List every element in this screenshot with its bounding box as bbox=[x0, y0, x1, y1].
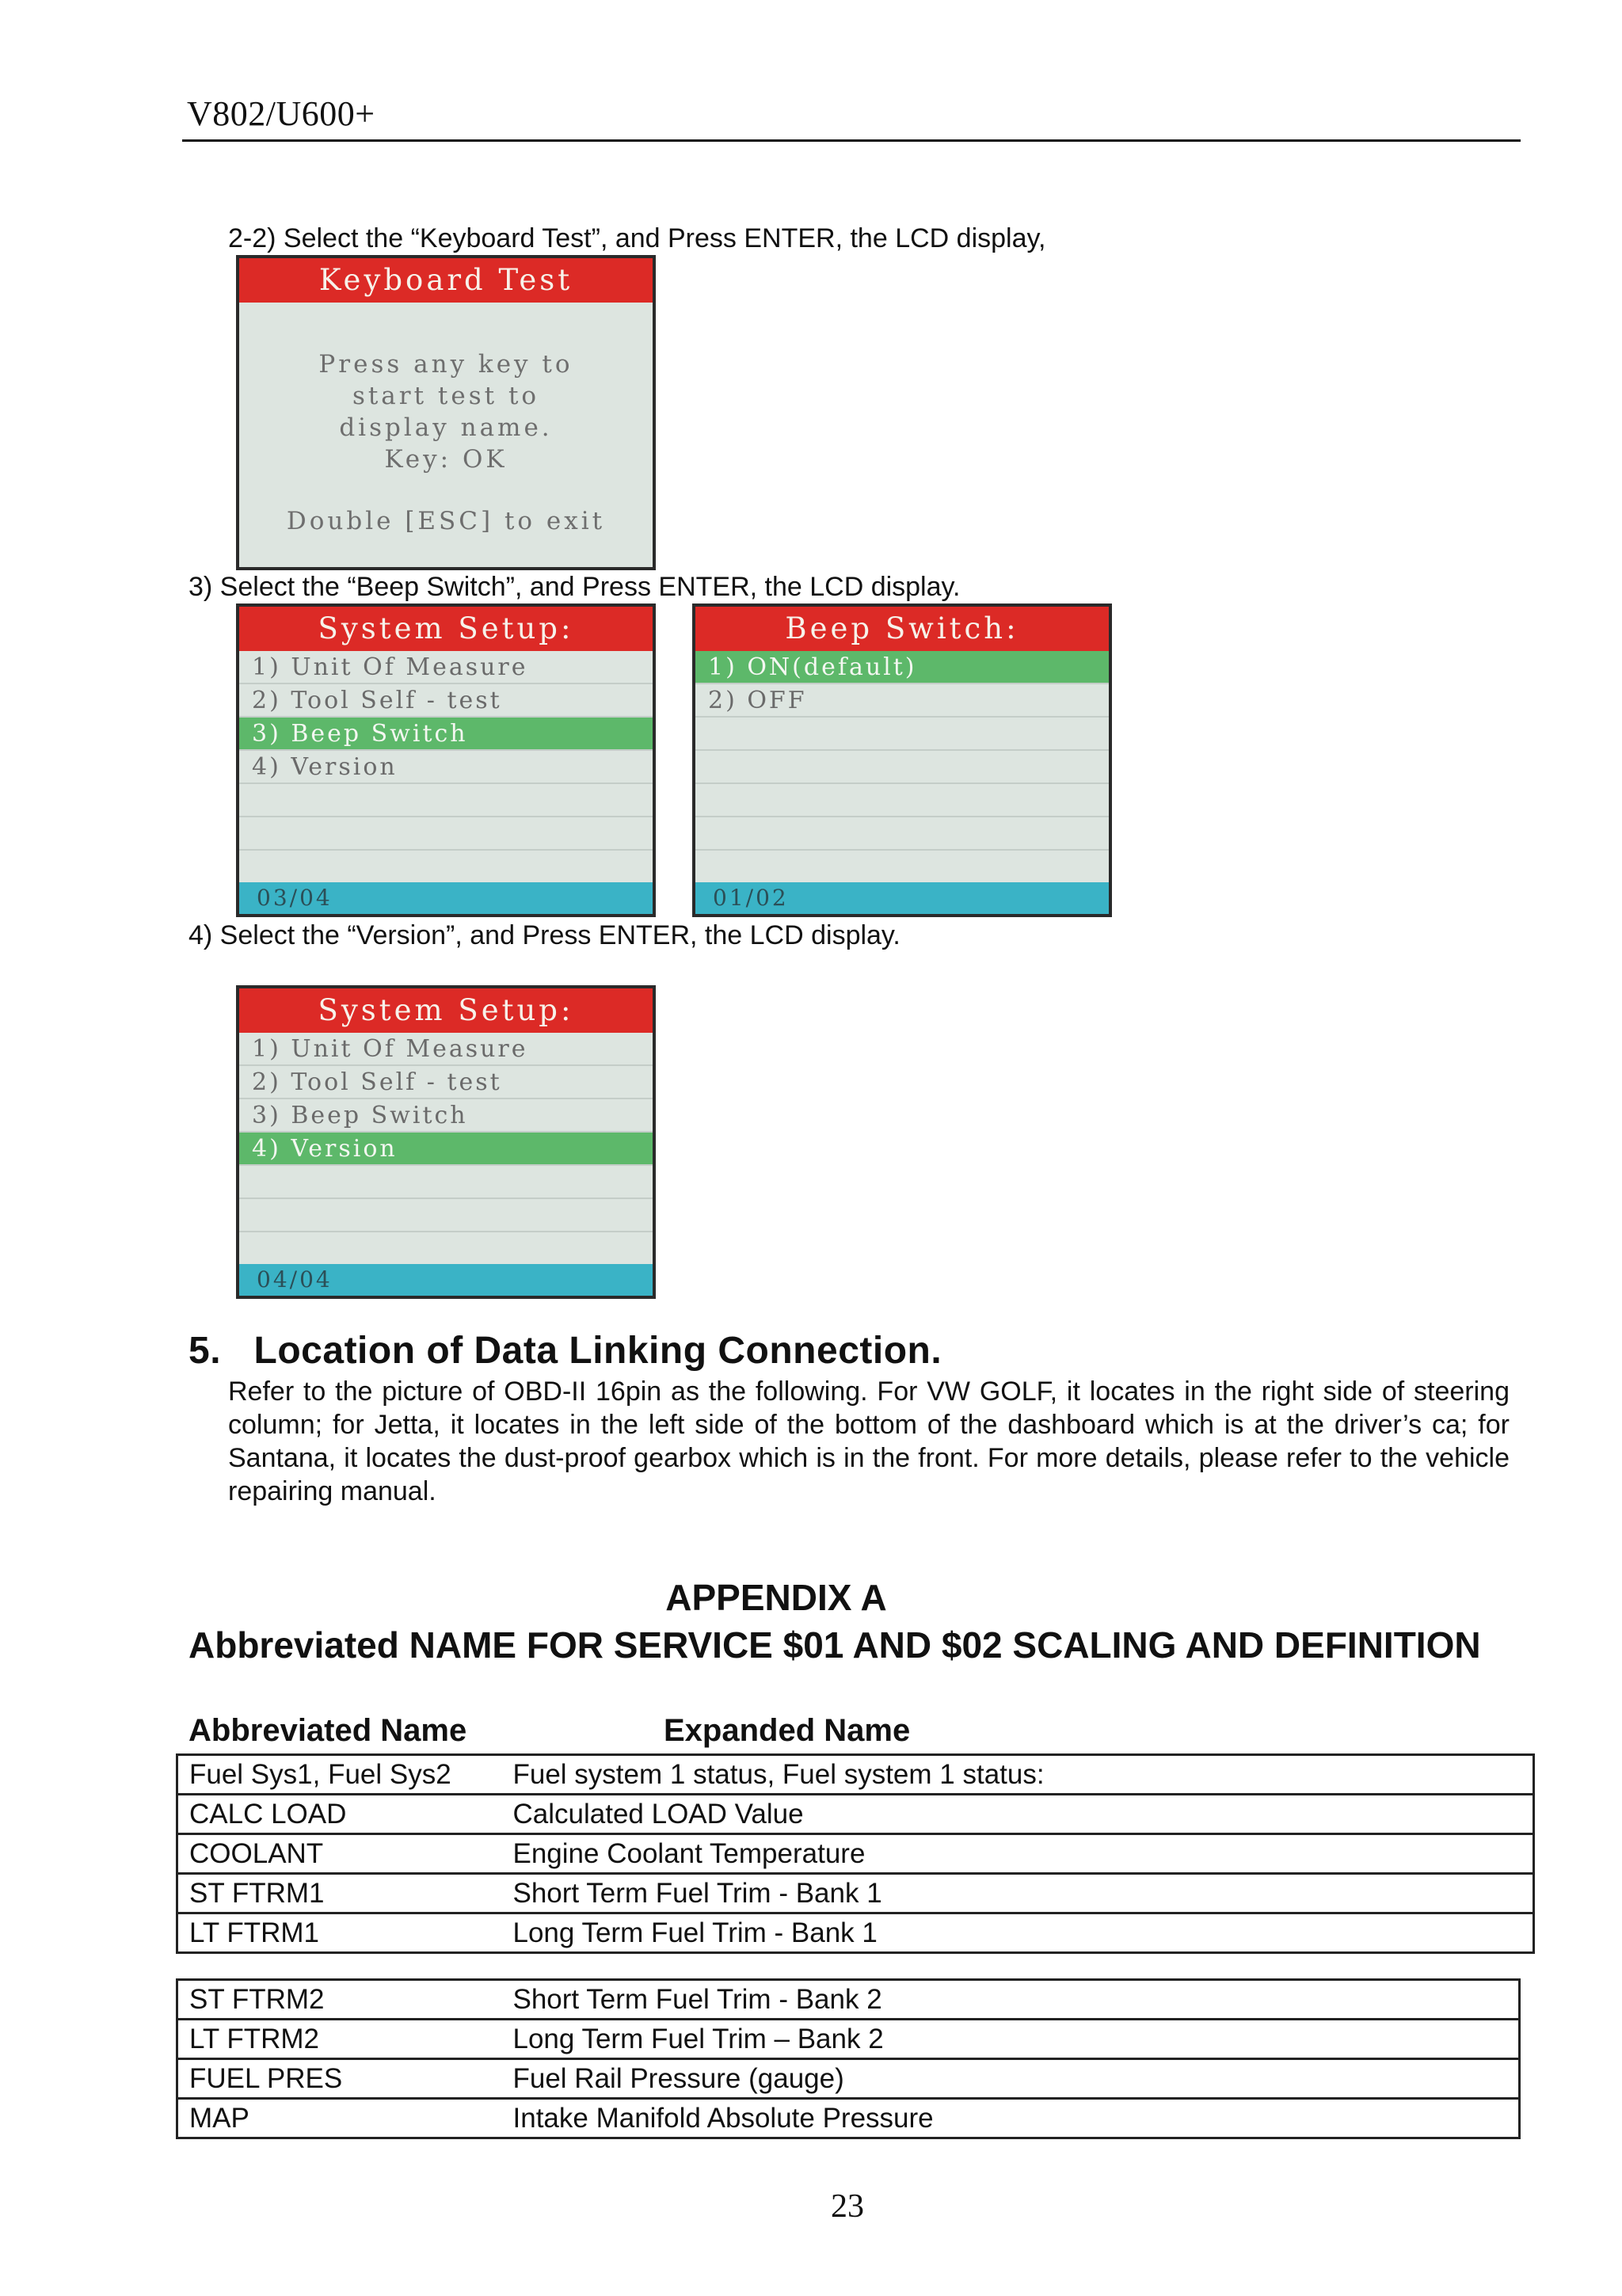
expanded-cell: Short Term Fuel Trim - Bank 1 bbox=[502, 1874, 1534, 1913]
lcd-title: System Setup: bbox=[239, 988, 653, 1033]
expanded-cell: Intake Manifold Absolute Pressure bbox=[502, 2099, 1520, 2138]
abbr-cell: COOLANT bbox=[177, 1834, 502, 1874]
empty-row bbox=[239, 851, 653, 884]
lcd-line: Press any key to bbox=[318, 350, 573, 379]
appendix-subtitle: Abbreviated NAME FOR SERVICE $01 AND $02 SCALING AND DEFINITION bbox=[188, 1624, 1481, 1666]
lcd-system-setup-version bbox=[236, 985, 656, 1299]
abbreviation-table-a bbox=[176, 1753, 1535, 1954]
lcd-title: Beep Switch: bbox=[695, 607, 1109, 651]
abbr-cell: Fuel Sys1, Fuel Sys2 bbox=[177, 1755, 502, 1795]
menu-item: 1) Unit Of Measure bbox=[239, 651, 653, 684]
table-row bbox=[177, 1755, 1534, 1795]
empty-row bbox=[695, 718, 1109, 751]
empty-row bbox=[695, 784, 1109, 817]
menu-item-selected: 1) ON(default) bbox=[695, 651, 1109, 684]
expanded-cell: Fuel Rail Pressure (gauge) bbox=[502, 2059, 1520, 2099]
expanded-cell: Short Term Fuel Trim - Bank 2 bbox=[502, 1980, 1520, 2020]
lcd-title: Keyboard Test bbox=[239, 258, 653, 303]
lcd-system-setup-beep bbox=[236, 604, 656, 917]
menu-item: 3) Beep Switch bbox=[239, 1099, 653, 1133]
empty-row bbox=[695, 851, 1109, 884]
running-header: V802/U600+ bbox=[187, 94, 375, 133]
lcd-exit-line: Double [ESC] to exit bbox=[286, 507, 606, 535]
menu-item: 4) Version bbox=[239, 751, 653, 784]
menu-item: 1) Unit Of Measure bbox=[239, 1033, 653, 1066]
lcd-title: System Setup: bbox=[239, 607, 653, 651]
table-row bbox=[177, 1795, 1534, 1834]
abbr-cell: ST FTRM2 bbox=[177, 1980, 502, 2020]
menu-item: 2) Tool Self - test bbox=[239, 1066, 653, 1099]
empty-row bbox=[695, 751, 1109, 784]
abbr-cell: ST FTRM1 bbox=[177, 1874, 502, 1913]
lcd-body bbox=[239, 348, 653, 537]
table-row bbox=[177, 1834, 1534, 1874]
abbr-cell: MAP bbox=[177, 2099, 502, 2138]
abbr-cell: LT FTRM1 bbox=[177, 1913, 502, 1953]
empty-row bbox=[239, 817, 653, 851]
empty-row bbox=[239, 784, 653, 817]
appendix-title: APPENDIX A bbox=[665, 1577, 887, 1618]
menu-item-selected: 4) Version bbox=[239, 1133, 653, 1166]
empty-row bbox=[239, 1166, 653, 1199]
column-header-abbreviated: Abbreviated Name bbox=[188, 1713, 467, 1748]
expanded-cell: Fuel system 1 status, Fuel system 1 status: bbox=[502, 1755, 1534, 1795]
menu-item: 2) Tool Self - test bbox=[239, 684, 653, 718]
page-indicator: 03/04 bbox=[239, 882, 653, 914]
page-indicator: 01/02 bbox=[695, 882, 1109, 914]
empty-row bbox=[239, 1232, 653, 1266]
section-paragraph: Refer to the picture of OBD-II 16pin as the following. For VW GOLF, it locates in the right side of steering column; for Jetta, it locates in the left side of the bottom of the dashboard which is at the driver’s ca; for Santana, it locates the dust-proof gearbox which is in the front. For more details, please refer to the vehicle repairing manual. bbox=[228, 1376, 1510, 1506]
table-row bbox=[177, 1874, 1534, 1913]
instruction-2-2: 2-2) Select the “Keyboard Test”, and Press ENTER, the LCD display, bbox=[228, 223, 1046, 253]
abbr-cell: CALC LOAD bbox=[177, 1795, 502, 1834]
header-rule bbox=[182, 139, 1521, 142]
expanded-cell: Calculated LOAD Value bbox=[502, 1795, 1534, 1834]
lcd-beep-switch bbox=[692, 604, 1112, 917]
instruction-3: 3) Select the “Beep Switch”, and Press ENTER, the LCD display. bbox=[188, 572, 961, 602]
menu-item: 2) OFF bbox=[695, 684, 1109, 718]
abbr-cell: LT FTRM2 bbox=[177, 2020, 502, 2059]
empty-row bbox=[239, 1199, 653, 1232]
expanded-cell: Engine Coolant Temperature bbox=[502, 1834, 1534, 1874]
page-number: 23 bbox=[831, 2188, 864, 2225]
table-row bbox=[177, 2059, 1520, 2099]
table-row bbox=[177, 1980, 1520, 2020]
lcd-line: Key: OK bbox=[384, 445, 508, 474]
table-row bbox=[177, 2020, 1520, 2059]
column-header-expanded: Expanded Name bbox=[664, 1713, 911, 1748]
lcd-line: display name. bbox=[339, 413, 553, 442]
abbr-cell: FUEL PRES bbox=[177, 2059, 502, 2099]
page-indicator: 04/04 bbox=[239, 1264, 653, 1296]
lcd-keyboard-test bbox=[236, 255, 656, 570]
abbreviation-table-b bbox=[176, 1978, 1521, 2139]
lcd-line: start test to bbox=[352, 382, 540, 410]
section-heading: 5. Location of Data Linking Connection. bbox=[188, 1330, 942, 1372]
menu-item-selected: 3) Beep Switch bbox=[239, 718, 653, 751]
table-row bbox=[177, 1913, 1534, 1953]
table-row bbox=[177, 2099, 1520, 2138]
expanded-cell: Long Term Fuel Trim – Bank 2 bbox=[502, 2020, 1520, 2059]
empty-row bbox=[695, 817, 1109, 851]
expanded-cell: Long Term Fuel Trim - Bank 1 bbox=[502, 1913, 1534, 1953]
instruction-4: 4) Select the “Version”, and Press ENTER, the LCD display. bbox=[188, 920, 900, 950]
